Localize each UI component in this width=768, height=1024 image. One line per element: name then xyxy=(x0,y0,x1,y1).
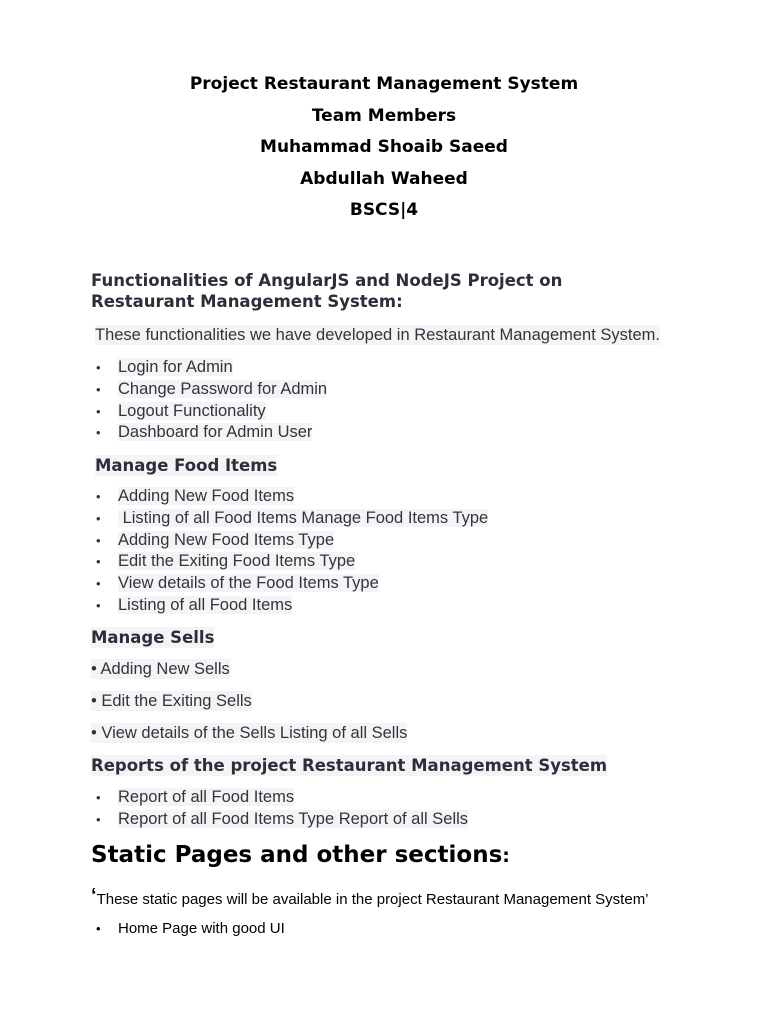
list-item: • View details of the Food Items Type xyxy=(91,573,488,595)
list-item: • Edit the Exiting Food Items Type xyxy=(91,551,488,573)
bullet-icon: • xyxy=(96,811,101,827)
member-name-1: Muhammad Shoaib Saeed xyxy=(260,137,508,158)
title-block xyxy=(0,72,768,230)
list-item: • Report of all Food Items Type Report of all Sells xyxy=(91,809,468,831)
manage-food-heading: Manage Food Items xyxy=(95,456,278,475)
team-members-label: Team Members xyxy=(311,105,457,126)
bullet-icon: • xyxy=(96,425,101,441)
bullet-icon: • xyxy=(96,554,101,570)
list-item: • Home Page with good UI xyxy=(91,918,285,940)
functionalities-intro: These functionalities we have developed in Restaurant Management System. xyxy=(95,326,660,344)
reports-heading: Reports of the project Restaurant Management System xyxy=(91,756,608,775)
sells-item-1: • Adding New Sells xyxy=(91,660,230,678)
static-pages-intro: ‘These static pages will be available in the project Restaurant Management System’ xyxy=(91,885,649,908)
functionalities-list xyxy=(91,357,327,444)
bullet-icon: • xyxy=(96,510,101,526)
functionalities-heading xyxy=(91,270,562,312)
list-item: • Logout Functionality xyxy=(91,401,327,423)
project-title: Project Restaurant Management System xyxy=(189,74,579,94)
sells-item-3: • View details of the Sells Listing of all Sells xyxy=(91,724,408,742)
list-item: • Adding New Food Items Type xyxy=(91,530,488,552)
manage-sells-heading: Manage Sells xyxy=(91,628,215,647)
sells-item-2: • Edit the Exiting Sells xyxy=(91,692,252,710)
bullet-icon: • xyxy=(96,921,101,936)
bullet-icon: • xyxy=(96,403,101,419)
list-item: • Listing of all Food Items Manage Food Items Type xyxy=(91,508,488,530)
list-item: • Report of all Food Items xyxy=(91,787,468,809)
reports-list xyxy=(91,787,468,831)
open-quote: ‘ xyxy=(91,885,97,907)
list-item: • Login for Admin xyxy=(91,357,327,379)
list-item: • Dashboard for Admin User xyxy=(91,422,327,444)
functionalities-heading-line-1: Functionalities of AngularJS and NodeJS Project on xyxy=(91,271,563,290)
list-item: • Change Password for Admin xyxy=(91,379,327,401)
bullet-icon: • xyxy=(96,489,101,504)
list-item: • Listing of all Food Items xyxy=(91,595,488,617)
bullet-icon: • xyxy=(96,790,101,805)
bullet-icon: • xyxy=(96,576,101,592)
static-pages-list xyxy=(91,918,285,940)
food-items-list xyxy=(91,486,488,617)
class-label: BSCS|4 xyxy=(349,200,419,221)
functionalities-heading-line-2: Restaurant Management System: xyxy=(91,292,403,311)
bullet-icon: • xyxy=(96,597,101,613)
static-pages-heading: Static Pages and other sections: xyxy=(91,842,510,868)
bullet-icon: • xyxy=(96,532,101,548)
list-item: • Adding New Food Items xyxy=(91,486,488,508)
bullet-icon: • xyxy=(96,381,101,397)
member-name-2: Abdullah Waheed xyxy=(300,168,468,189)
bullet-icon: • xyxy=(96,360,101,375)
